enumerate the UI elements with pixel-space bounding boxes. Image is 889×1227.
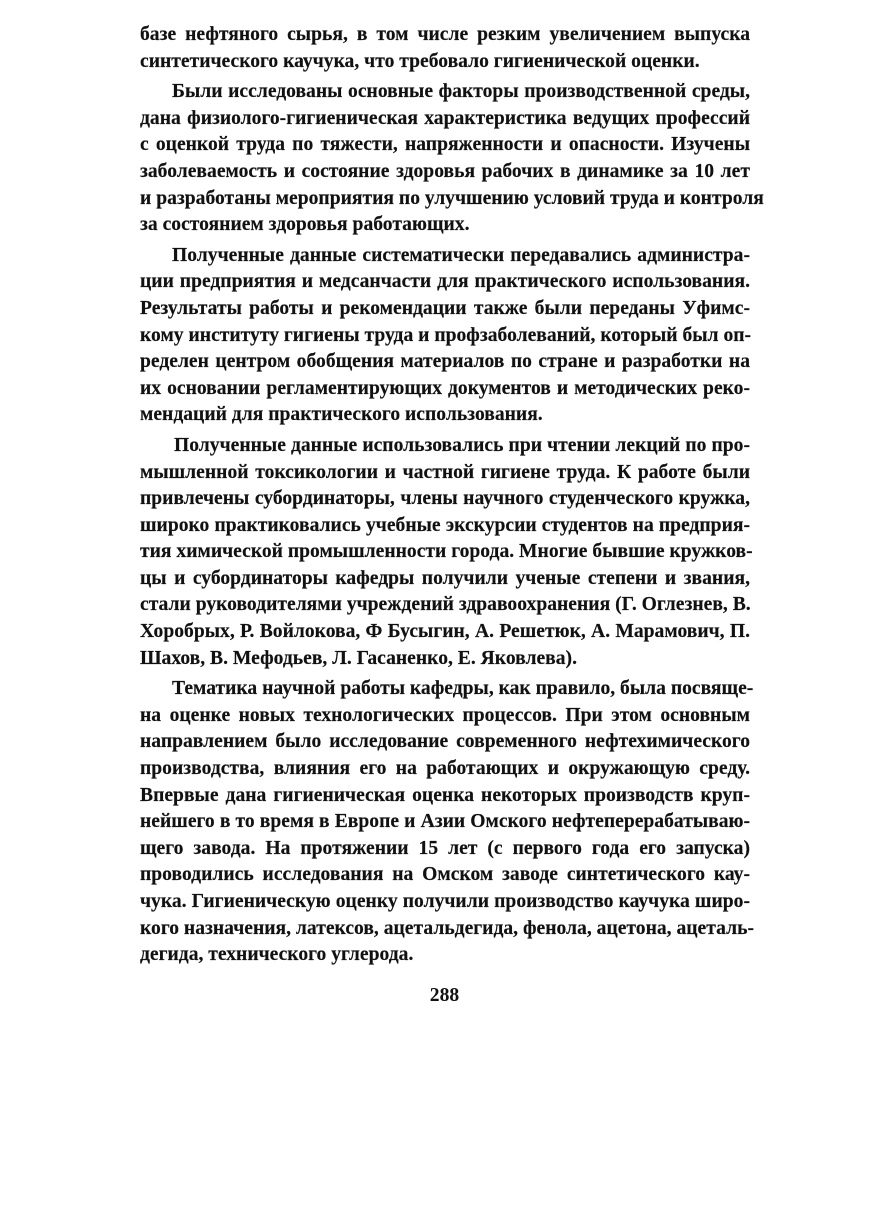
- text-line: дегида, технического углерода.: [140, 944, 414, 966]
- text-line: синтетического каучука, что требовало гигиенической оценки.: [140, 50, 700, 72]
- text-line: Тематика научной работы кафедры, как правило, была посвяще-: [172, 678, 754, 700]
- text-line: нейшего в то время в Европе и Азии Омского нефтеперерабатываю-: [140, 811, 750, 833]
- text-line: базе нефтяного сырья, в том числе резким увеличением выпуска: [140, 24, 750, 45]
- text-line: кого назначения, латексов, ацетальдегида, фенола, ацетона, ацеталь-: [140, 917, 754, 939]
- text-line: щего завода. На протяжении 15 лет (с первого года его запуска): [140, 837, 750, 859]
- text-line: ределен центром обобщения материалов по стране и разработки на: [140, 351, 750, 373]
- text-line: мендаций для практического использования.: [140, 404, 543, 426]
- text-line: направлением было исследование современного нефтехимического: [140, 731, 750, 753]
- text-line: проводились исследования на Омском заводе синтетического кау-: [140, 864, 750, 886]
- page-number: 288: [429, 985, 460, 1006]
- text-line: дана физиолого-гигиеническая характеристика ведущих профессий: [140, 107, 750, 129]
- text-line: стали руководителями учреждений здравоохранения (Г. Оглезнев, В.: [140, 594, 751, 616]
- text-line: Хоробрых, Р. Войлокова, Ф Бусыгин, А. Решетюк, А. Марамович, П.: [140, 621, 750, 643]
- text-line: ции предприятия и медсанчасти для практического использования.: [140, 271, 750, 293]
- text-line: заболеваемость и состояние здоровья рабочих в динамике за 10 лет: [140, 160, 750, 182]
- text-line: Результаты работы и рекомендации также были переданы Уфимс-: [140, 297, 750, 319]
- text-line: и разработаны мероприятия по улучшению условий труда и контроля: [140, 187, 764, 209]
- text-line: тия химической промышленности города. Многие бывшие кружков-: [140, 541, 753, 563]
- text-line: Впервые дана гигиеническая оценка некоторых производств круп-: [140, 784, 750, 806]
- text-line: с оценкой труда по тяжести, напряженности и опасности. Изучены: [140, 134, 750, 156]
- text-line: кому институту гигиены труда и профзаболеваний, который был оп-: [140, 324, 752, 346]
- text-line: за состоянием здоровья работающих.: [140, 214, 470, 236]
- text-line: их основании регламентирующих документов и методических реко-: [140, 377, 750, 399]
- text-line: привлечены субординаторы, члены научного студенческого кружка,: [140, 488, 750, 510]
- text-line: Полученные данные систематически передавались администра-: [172, 244, 750, 266]
- text-line: производства, влияния его на работающих и окружающую среду.: [140, 758, 750, 780]
- text-line: чука. Гигиеническую оценку получили производство каучука широ-: [140, 891, 750, 912]
- text-line: мышленной токсикологии и частной гигиене труда. К работе были: [140, 461, 750, 483]
- text-line: Шахов, В. Мефодьев, Л. Гасаненко, Е. Яковлева).: [140, 647, 577, 669]
- text-line: на оценке новых технологических процессов. При этом основным: [140, 704, 750, 726]
- text-line: Полученные данные использовались при чтении лекций по про-: [174, 434, 750, 456]
- text-line: широко практиковались учебные экскурсии студентов на предприя-: [140, 514, 750, 536]
- body-text: [140, 22, 764, 969]
- text-line: цы и субординаторы кафедры получили ученые степени и звания,: [140, 567, 750, 589]
- text-line: Были исследованы основные факторы производственной среды,: [172, 81, 750, 103]
